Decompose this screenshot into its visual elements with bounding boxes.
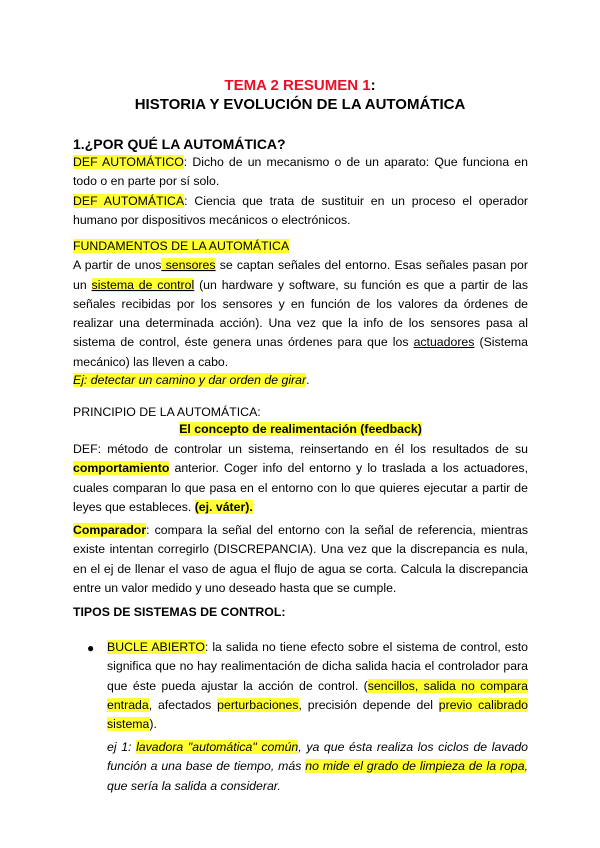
fundamentos-l2-a: un xyxy=(73,277,92,292)
def-automatica-text: : Ciencia que trata de sustituir en un proceso el operador xyxy=(184,193,528,208)
comparador-line1 xyxy=(73,521,528,540)
bucle-l4-b: , precisión depende del xyxy=(298,697,439,712)
def-automatico-text: : Dicho de un mecanismo o de un aparato: Que funciona en xyxy=(183,155,528,169)
comparador-line4: entre un valor medido y uno deseado hasta que se cumple. xyxy=(73,580,397,595)
def-automatica-term: DEF AUTOMÁTICA xyxy=(73,193,185,208)
fundamentos-block xyxy=(73,237,528,372)
limpieza-highlight: no mide el grado de limpieza de la ropa xyxy=(305,759,525,774)
ejemplo-l2-b: , xyxy=(524,759,528,774)
comparador-l1: : compara la señal del entorno con la señal de referencia, mientras xyxy=(146,523,528,537)
definitions-block xyxy=(73,153,528,230)
def-automatico-line1 xyxy=(73,153,528,172)
perturbaciones-term: perturbaciones xyxy=(217,697,299,712)
principio-line1: DEF: método de controlar un sistema, reinsertando en él los resultados de su xyxy=(73,442,528,456)
fundamentos-l1-b: se captan señales del entorno. Esas señales pasan por xyxy=(215,258,528,273)
def-automatico-term: DEF AUTOMÁTICO xyxy=(73,155,184,169)
example-end: . xyxy=(306,373,310,387)
ejemplo-line3: que sería la salida a considerar. xyxy=(107,778,281,793)
principio-line2 xyxy=(73,459,528,478)
bucle-line4 xyxy=(107,696,528,715)
fundamentos-l5-b: (Sistema xyxy=(474,335,528,350)
lavadora-highlight: lavadora "automática" común xyxy=(136,740,299,754)
fundamentos-heading-text: FUNDAMENTOS DE LA AUTOMÁTICA xyxy=(73,239,290,253)
sistema-control-term: sistema de control xyxy=(91,277,195,292)
bucle-abierto-block xyxy=(107,638,528,734)
def-automatica-line2: humano por dispositivos mecánicos o electrónicos. xyxy=(73,212,351,227)
fundamentos-l2-b: (un hardware y software, su función es que a partir de las xyxy=(194,277,528,292)
ejemplo-line1 xyxy=(107,738,528,757)
principio-heading: PRINCIPIO DE LA AUTOMÁTICA: xyxy=(73,405,261,419)
ejemplo-l2-a: función a una base de tiempo, más xyxy=(107,759,306,774)
bucle-l5-hl: sistema xyxy=(107,717,150,732)
example-text xyxy=(73,371,528,390)
fundamentos-line1 xyxy=(73,256,528,275)
fundamentos-line2 xyxy=(73,276,528,295)
comportamiento-term: comportamiento xyxy=(73,461,170,476)
bucle-line3 xyxy=(107,677,528,696)
ejemplo-l1-a: ej 1: xyxy=(107,740,137,754)
title-colon: : xyxy=(370,77,376,94)
ejemplo-l1-b: , ya que ésta realiza los ciclos de lavado xyxy=(298,740,528,754)
def-automatica-line1 xyxy=(73,192,528,211)
example-line xyxy=(73,371,528,390)
bucle-line1 xyxy=(107,638,528,657)
actuadores-term: actuadores xyxy=(413,335,475,350)
tipos-heading: TIPOS DE SISTEMAS DE CONTROL: xyxy=(73,605,286,619)
fundamentos-line5 xyxy=(73,333,528,352)
fundamentos-line3: señales recibidas por los sensores y en función de los valores da órdenes de xyxy=(73,296,528,311)
document-subtitle: HISTORIA Y EVOLUCIÓN DE LA AUTOMÁTICA xyxy=(134,96,466,113)
fundamentos-line6: mecánico) las lleven a cabo. xyxy=(73,354,229,369)
def-automatico-line2: todo o en parte por sí solo. xyxy=(73,174,220,189)
fundamentos-l5-a: sistema de control, éste genera unas órdenes para que los xyxy=(73,335,414,350)
bucle-l4-hl: entrada xyxy=(107,697,149,712)
example-highlight: Ej: detectar un camino y dar orden de girar xyxy=(73,373,307,387)
comparador-block xyxy=(73,521,528,598)
comparador-line2: existe intentan corregirlo (DISCREPANCIA). Una vez que la discrepancia es nula, xyxy=(73,542,528,557)
bucle-l1: : la salida no tiene efecto sobre el sistema de control, esto xyxy=(204,640,528,654)
bullet-icon: ● xyxy=(87,641,95,655)
bucle-line2: significa que no hay realimentación de dicha salida hacia el controlador para xyxy=(107,659,528,674)
comparador-line3: en el ej de llenar el vaso de agua el flujo de agua se corta. Calcula la discrepancia xyxy=(73,561,528,576)
document-title xyxy=(0,77,600,94)
principio-l4-a: leyes que estableces. xyxy=(73,499,195,514)
bucle-l3-a: que éste pueda ajustar la acción de control. ( xyxy=(107,678,368,693)
principio-l2-b: anterior. Coger info del entorno y lo traslada a los actuadores, xyxy=(174,461,528,476)
fundamentos-l1-a: A partir de unos xyxy=(73,258,162,273)
comparador-term: Comparador xyxy=(73,523,147,537)
bucle-l4-a: , afectados xyxy=(148,697,218,712)
bucle-line5 xyxy=(107,715,528,734)
ej-vater: (ej. váter). xyxy=(194,499,253,514)
ejemplo-line2 xyxy=(107,757,528,776)
bucle-l4-hl2: previo calibrado xyxy=(107,698,528,715)
bucle-l5-end: ). xyxy=(149,717,157,732)
ejemplo-lavadora-block xyxy=(107,738,528,796)
bucle-l3-hl: sencillos, salida no compara xyxy=(367,678,528,693)
section-heading-why: 1.¿POR QUÉ LA AUTOMÁTICA? xyxy=(73,136,286,152)
principio-block xyxy=(73,440,528,517)
fundamentos-line4: realizar una determinada acción). Una vez que la info de los sensores pasa al xyxy=(73,316,528,331)
sensores-term: sensores xyxy=(161,258,216,273)
realimentacion-concept xyxy=(73,422,528,436)
title-red-text: TEMA 2 RESUMEN 1 xyxy=(224,77,371,94)
principio-line3: cuales comparan lo que pasa en el entorno con lo que quieres ejecutar a partir de xyxy=(73,480,528,495)
fundamentos-heading xyxy=(73,237,528,256)
realimentacion-concept-text: El concepto de realimentación (feedback) xyxy=(179,422,422,436)
bucle-abierto-term: BUCLE ABIERTO xyxy=(107,640,205,654)
principio-line4 xyxy=(73,498,528,517)
